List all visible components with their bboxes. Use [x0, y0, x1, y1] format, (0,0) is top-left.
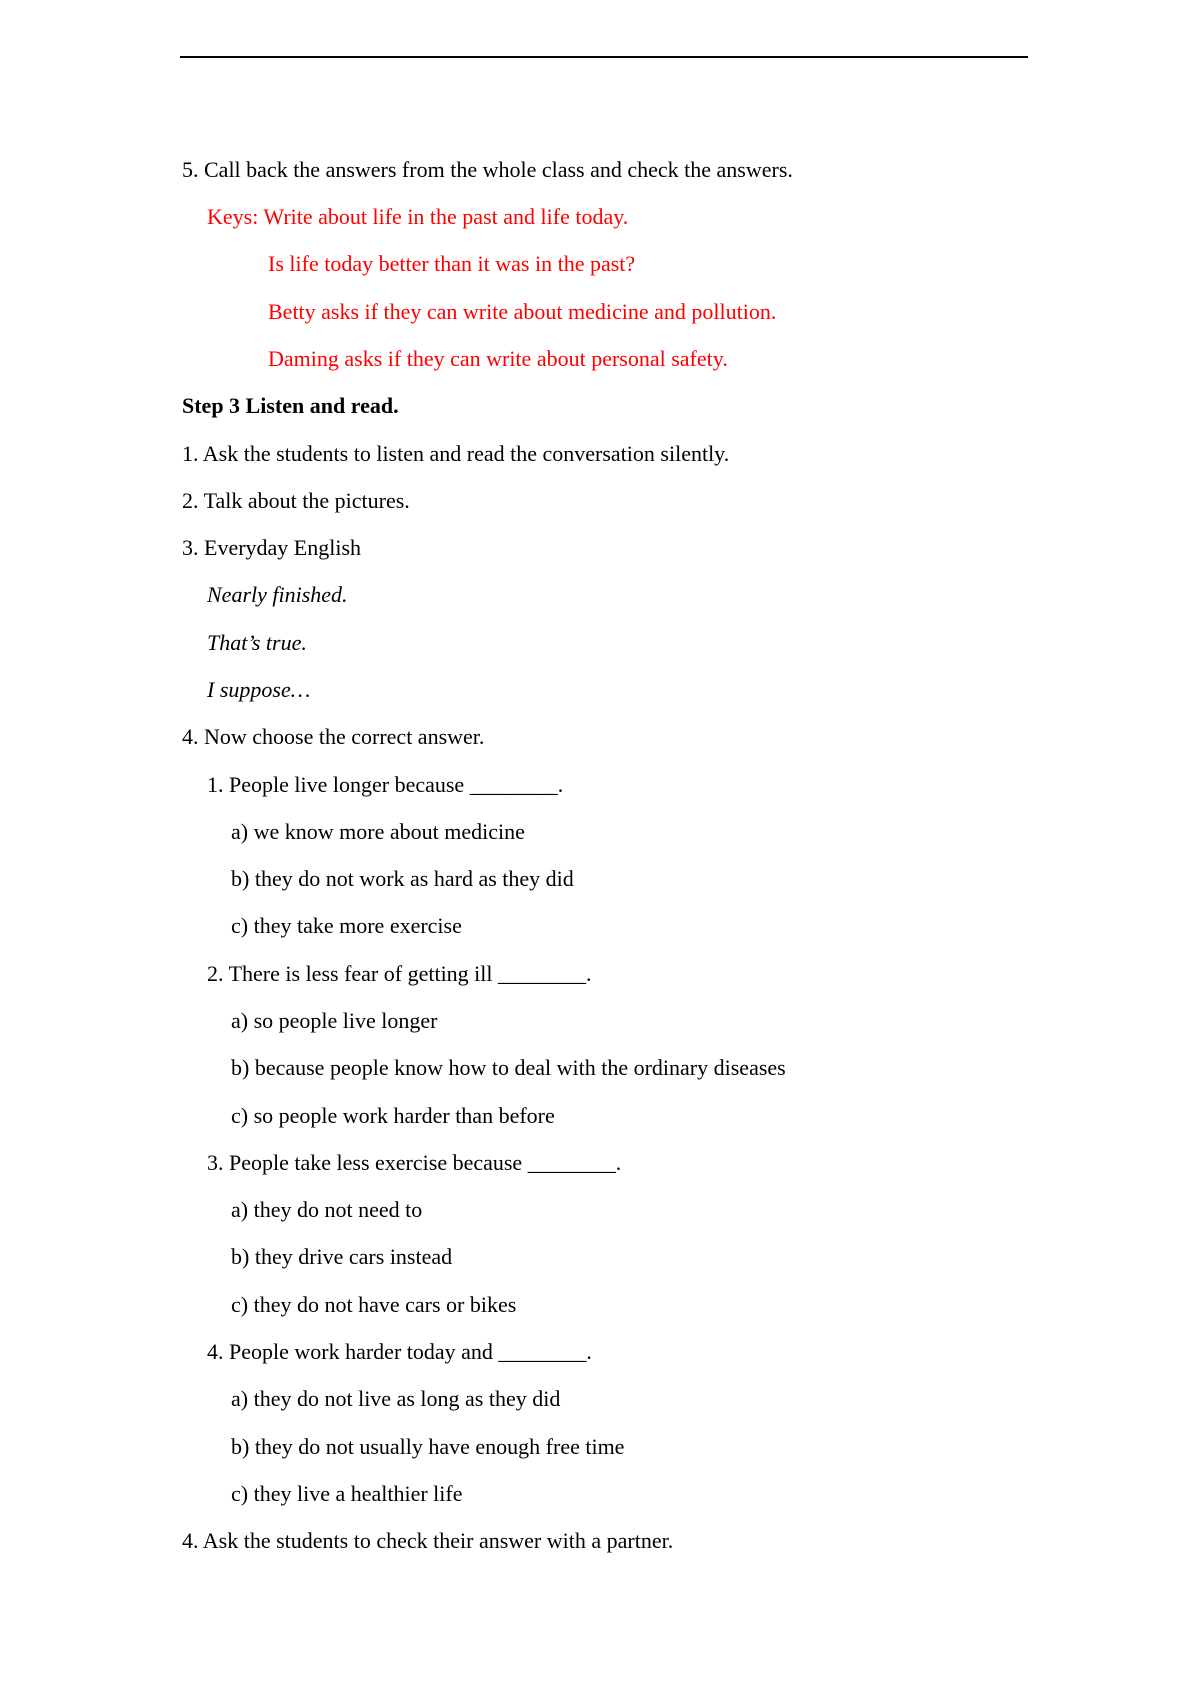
question-3-option-c: c) they do not have cars or bikes — [231, 1292, 517, 1317]
question-4-option-c: c) they live a healthier life — [231, 1481, 463, 1506]
question-1-option-c: c) they take more exercise — [231, 913, 462, 938]
key-line-4: Daming asks if they can write about personal safety. — [268, 346, 728, 371]
question-2-option-a: a) so people live longer — [231, 1008, 438, 1033]
step3-item-4: 4. Now choose the correct answer. — [182, 724, 485, 749]
question-1-option-b: b) they do not work as hard as they did — [231, 866, 574, 891]
step-item-5-call-back: 5. Call back the answers from the whole class and check the answers. — [182, 157, 793, 182]
question-4: 4. People work harder today and ________. — [207, 1339, 592, 1364]
step3-item-2: 2. Talk about the pictures. — [182, 488, 410, 513]
step3-item-1: 1. Ask the students to listen and read the conversation silently. — [182, 441, 730, 466]
question-1-option-a: a) we know more about medicine — [231, 819, 525, 844]
question-2: 2. There is less fear of getting ill ________. — [207, 961, 592, 986]
header-rule — [180, 56, 1028, 58]
question-3-option-b: b) they drive cars instead — [231, 1244, 453, 1269]
question-2-option-b: b) because people know how to deal with the ordinary diseases — [231, 1055, 786, 1080]
question-2-option-c: c) so people work harder than before — [231, 1103, 555, 1128]
question-4-option-b: b) they do not usually have enough free time — [231, 1434, 625, 1459]
key-line-2: Is life today better than it was in the past? — [268, 251, 636, 276]
key-line-3: Betty asks if they can write about medicine and pollution. — [268, 299, 777, 324]
step3-item-check-partner: 4. Ask the students to check their answer with a partner. — [182, 1528, 674, 1553]
question-4-option-a: a) they do not live as long as they did — [231, 1386, 561, 1411]
everyday-phrase-1: Nearly finished. — [207, 582, 348, 607]
question-3-option-a: a) they do not need to — [231, 1197, 423, 1222]
everyday-phrase-2: That’s true. — [207, 630, 307, 655]
everyday-phrase-3: I suppose… — [207, 677, 311, 702]
key-line-1: Keys: Write about life in the past and life today. — [207, 204, 629, 229]
question-3: 3. People take less exercise because ________. — [207, 1150, 622, 1175]
step3-item-3: 3. Everyday English — [182, 535, 362, 560]
step-3-heading: Step 3 Listen and read. — [182, 393, 399, 418]
question-1: 1. People live longer because ________. — [207, 772, 564, 797]
